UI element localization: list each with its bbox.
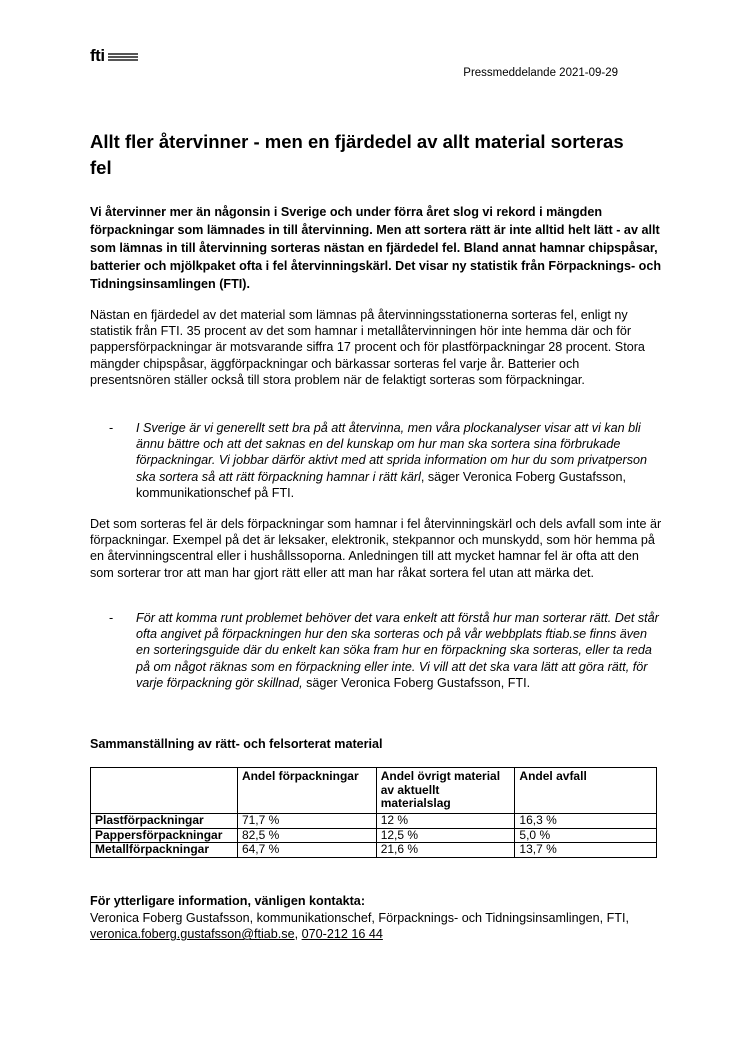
quote-2-italic: För att komma runt problemet behöver det vara enkelt att förstå hur man sorterar rätt. Det står ofta angivet på förpackningen hur den ska sorteras och på vår webbplats ftiab.se finns även en sorteringsguide där du enkelt kan söka fram hur en förpackning ska sorteras, eller ta reda på om något räknas som en förpackning eller inte. Vi vill att det ska vara lätt att göra rätt, för varje förpackning gör skillnad, bbox=[136, 611, 659, 690]
table-header-empty bbox=[91, 768, 238, 814]
contact-text: Veronica Foberg Gustafsson, kommunikationschef, Förpacknings- och Tidningsinsamlingen, FTI, bbox=[90, 911, 629, 925]
quote-2-dash: - bbox=[109, 611, 114, 625]
table-row bbox=[91, 814, 657, 829]
quote-1-dash: - bbox=[109, 421, 114, 435]
quote-2 bbox=[109, 610, 661, 691]
table-cell: 13,7 % bbox=[515, 843, 657, 858]
table-title: Sammanställning av rätt- och felsorterat material bbox=[90, 737, 383, 751]
sorting-summary-table bbox=[90, 767, 657, 858]
article-paragraph-2: Det som sorteras fel är dels förpackningar som hamnar i fel återvinningskärl och dels avfall som inte är förpackningar. Exempel på det är leksaker, elektronik, stekpannor och munskydd, som hör hemma på en återvinningscentral eller i hushållssoporna. Anledningen till att mycket hamnar fel är ofta att den som sorterar tror att man har gjort rätt eller att man har råkat sortera fel utan att märka det. bbox=[90, 517, 662, 580]
table-row-label: Plastförpackningar bbox=[91, 814, 238, 829]
press-release-dateline: Pressmeddelande 2021-09-29 bbox=[463, 67, 618, 79]
logo-subtext-line-2 bbox=[108, 56, 138, 58]
table-row-label: Pappersförpackningar bbox=[91, 828, 238, 843]
table-row bbox=[91, 843, 657, 858]
contact-phone-link[interactable]: 070-212 16 44 bbox=[301, 927, 383, 942]
contact-email-link[interactable]: veronica.foberg.gustafsson@ftiab.se bbox=[90, 927, 295, 942]
quote-2-attribution: säger Veronica Foberg Gustafsson, FTI. bbox=[302, 675, 531, 690]
table-cell: 12,5 % bbox=[376, 828, 515, 843]
logo-subtext-line-3 bbox=[108, 59, 138, 61]
quote-1-italic: I Sverige är vi generellt sett bra på att återvinna, men våra plockanalyser visar att vi kan bli ännu bättre och att det saknas en del kunskap om hur man ska sortera sina förbrukade förpackningar. Vi jobbar därför aktivt med att sprida information om hur du som privatperson ska sortera så att rätt förpackning hamnar i rätt kärl bbox=[136, 421, 647, 484]
table-header-row bbox=[91, 768, 657, 814]
quote-1 bbox=[109, 420, 661, 501]
contact-separator: , bbox=[294, 927, 302, 942]
article-paragraph-1: Nästan en fjärdedel av det material som lämnas på återvinningsstationerna sorteras fel, enligt ny statistik från FTI. 35 procent av det som hamnar i metallåtervinningen hör inte hemma där och för pappersförpackningar är motsvarande siffra 17 procent och för plastförpackningar 28 procent. Stora mängder chipspåsar, äggförpackningar och bärkassar sorteras fel varje år. Batterier och presentsnören ställer också till stora problem när de felaktigt sorteras som förpackningar. bbox=[90, 308, 645, 387]
logo-mark: fti bbox=[90, 46, 105, 65]
article-lead: Vi återvinner mer än någonsin i Sverige och under förra året slog vi rekord i mängden förpackningar som lämnades in till återvinning. Men att sortera rätt är inte alltid helt lätt - av allt som lämnas in till återvinning sorteras nästan en fjärdedel fel. Bland annat hamnar chipspåsar, batterier och mjölkpaket ofta i fel återvinningskärl. Det visar ny statistik från Förpacknings- och Tidningsinsamlingen (FTI). bbox=[90, 205, 662, 291]
quote-1-text bbox=[136, 420, 661, 501]
logo-subtext bbox=[108, 53, 138, 62]
table-header-packaging-share: Andel förpackningar bbox=[237, 768, 376, 814]
fti-logo bbox=[90, 48, 138, 64]
quote-1-attribution: , säger Veronica Foberg Gustafsson, kommunikationschef på FTI. bbox=[136, 469, 626, 500]
table-cell: 71,7 % bbox=[237, 814, 376, 829]
table-cell: 64,7 % bbox=[237, 843, 376, 858]
table-header-waste-share: Andel avfall bbox=[515, 768, 657, 814]
table-cell: 21,6 % bbox=[376, 843, 515, 858]
quote-2-text bbox=[136, 610, 661, 691]
table-cell: 82,5 % bbox=[237, 828, 376, 843]
table-row bbox=[91, 828, 657, 843]
table-cell: 12 % bbox=[376, 814, 515, 829]
table-cell: 16,3 % bbox=[515, 814, 657, 829]
table-row-label: Metallförpackningar bbox=[91, 843, 238, 858]
article-title: Allt fler återvinner - men en fjärdedel av allt material sorteras fel bbox=[90, 131, 624, 178]
contact-info bbox=[90, 910, 665, 942]
contact-heading: För ytterligare information, vänligen kontakta: bbox=[90, 894, 366, 908]
table-cell: 5,0 % bbox=[515, 828, 657, 843]
table-header-other-material-share: Andel övrigt material av aktuellt materialslag bbox=[376, 768, 515, 814]
logo-subtext-line-1 bbox=[108, 53, 138, 55]
